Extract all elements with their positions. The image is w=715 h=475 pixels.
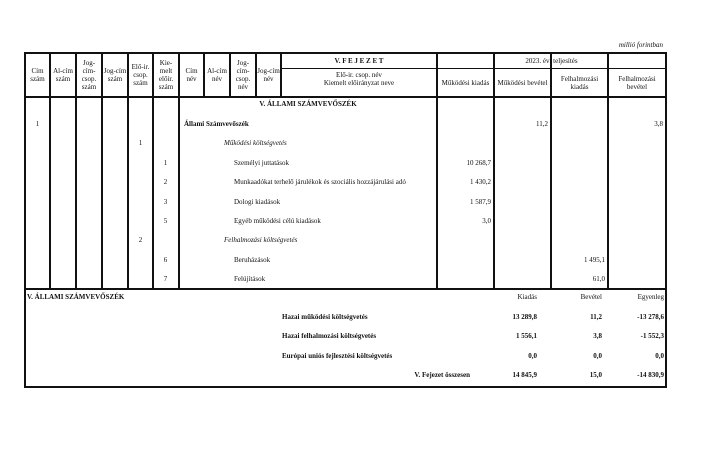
value-cell: 1 587,9 — [470, 197, 491, 206]
summary-right-line — [665, 288, 667, 386]
body-column-line — [665, 96, 667, 288]
csop-number: 2 — [138, 236, 143, 245]
column-header: Jog-cím név — [257, 67, 280, 83]
section-title: V. ÁLLAMI SZÁMVEVŐSZÉK — [259, 100, 357, 108]
summary-value: 0,0 — [593, 351, 602, 360]
kiemelt-number: 7 — [163, 275, 168, 284]
item-name: Állami Számvevőszék — [184, 120, 249, 128]
body-column-line — [127, 96, 129, 288]
summary-value: 0,0 — [655, 351, 664, 360]
kiemelt-number: 2 — [163, 178, 168, 187]
column-header: Kie-melt előir. szám — [158, 59, 174, 91]
item-name: Felhalmozási költségvetés — [224, 236, 298, 245]
column-header: Al-cím szám — [53, 67, 73, 83]
cim-number: 1 — [35, 120, 40, 128]
value-column-header: Felhalmozási kiadás — [560, 74, 599, 91]
value-column-header: Működési bevétel — [497, 78, 548, 87]
item-name: Egyéb működési célú kiadások — [234, 217, 321, 225]
item-name: Dologi kiadások — [234, 197, 281, 206]
summary-title: V. ÁLLAMI SZÁMVEVŐSZÉK — [27, 293, 125, 301]
value-cell: 1 495,1 — [584, 255, 605, 264]
column-header: Elő-ir. csop. szám — [131, 63, 150, 87]
summary-header: Bevétel — [580, 293, 602, 301]
summary-label: Hazai felhalmozási költségvetés — [282, 332, 377, 341]
item-name: Beruházások — [234, 255, 271, 264]
csop-number: 1 — [138, 139, 143, 148]
total-value: 15,0 — [589, 371, 602, 379]
item-name: Működési költségvetés — [224, 139, 287, 148]
value-cell: 10 268,7 — [466, 158, 491, 167]
body-divider — [24, 288, 667, 290]
kiemelt-number: 1 — [163, 158, 168, 167]
item-name: Személyi juttatások — [234, 158, 290, 167]
summary-value: 13 289,8 — [512, 313, 537, 321]
summary-value: -1 552,3 — [640, 332, 664, 341]
header-divider — [24, 96, 667, 98]
summary-value: 0,0 — [528, 351, 537, 360]
column-header: Jog-cím szám — [103, 67, 127, 83]
value-cell: 61,0 — [592, 275, 605, 284]
column-header: Cím név — [185, 67, 198, 83]
body-column-line — [75, 96, 77, 288]
kiemelt-number: 6 — [163, 255, 168, 264]
value-cell: 1 430,2 — [470, 178, 491, 187]
summary-value: 3,8 — [593, 332, 602, 341]
summary-header: Kiadás — [517, 293, 537, 301]
value-column-header: Felhalmozási bevétel — [618, 74, 656, 91]
chapter-header: V. F E J E Z E T — [334, 57, 384, 65]
item-name: Munkaadókat terhelő járulékok és szociális hozzájárulási adó — [234, 178, 406, 187]
total-value: 14 845,9 — [512, 371, 537, 379]
column-header: Elő-ir. csop. név — [336, 71, 382, 79]
column-header: Jog-cím-csop. szám — [81, 59, 97, 91]
body-column-line — [101, 96, 103, 288]
value-column-header: Működési kiadás — [441, 78, 490, 87]
total-value: -14 830,9 — [637, 371, 664, 379]
value-cell: 3,8 — [654, 120, 663, 128]
column-header: Cím szám — [30, 67, 45, 83]
summary-value: 1 556,1 — [516, 332, 537, 341]
body-column-line — [436, 96, 438, 288]
kiemelt-number: 5 — [163, 217, 168, 225]
summary-label: Hazai működési költségvetés — [282, 313, 368, 321]
total-label: V. Fejezet összesen — [414, 371, 470, 379]
item-name: Felújítások — [234, 275, 266, 284]
column-header: Al-cím név — [207, 67, 227, 83]
name-column-header: Kiemelt előirányzat neve — [323, 78, 395, 87]
summary-value: 11,2 — [590, 313, 602, 321]
summary-value: -13 278,6 — [637, 313, 664, 321]
column-header: Jog-cím-csop. név — [235, 59, 251, 91]
summary-label: Európai uniós fejlesztési költségvetés — [282, 351, 393, 360]
header-column-line — [665, 52, 667, 96]
summary-left-line — [24, 288, 26, 386]
kiemelt-number: 3 — [163, 197, 168, 206]
summary-header: Egyenleg — [637, 293, 664, 301]
value-cell: 11,2 — [536, 120, 548, 128]
table-border-bottom — [24, 386, 667, 388]
value-cell: 3,0 — [482, 217, 491, 225]
unit-note: millió forintban — [618, 41, 663, 49]
period-header: 2023. évi teljesítés — [525, 57, 578, 65]
